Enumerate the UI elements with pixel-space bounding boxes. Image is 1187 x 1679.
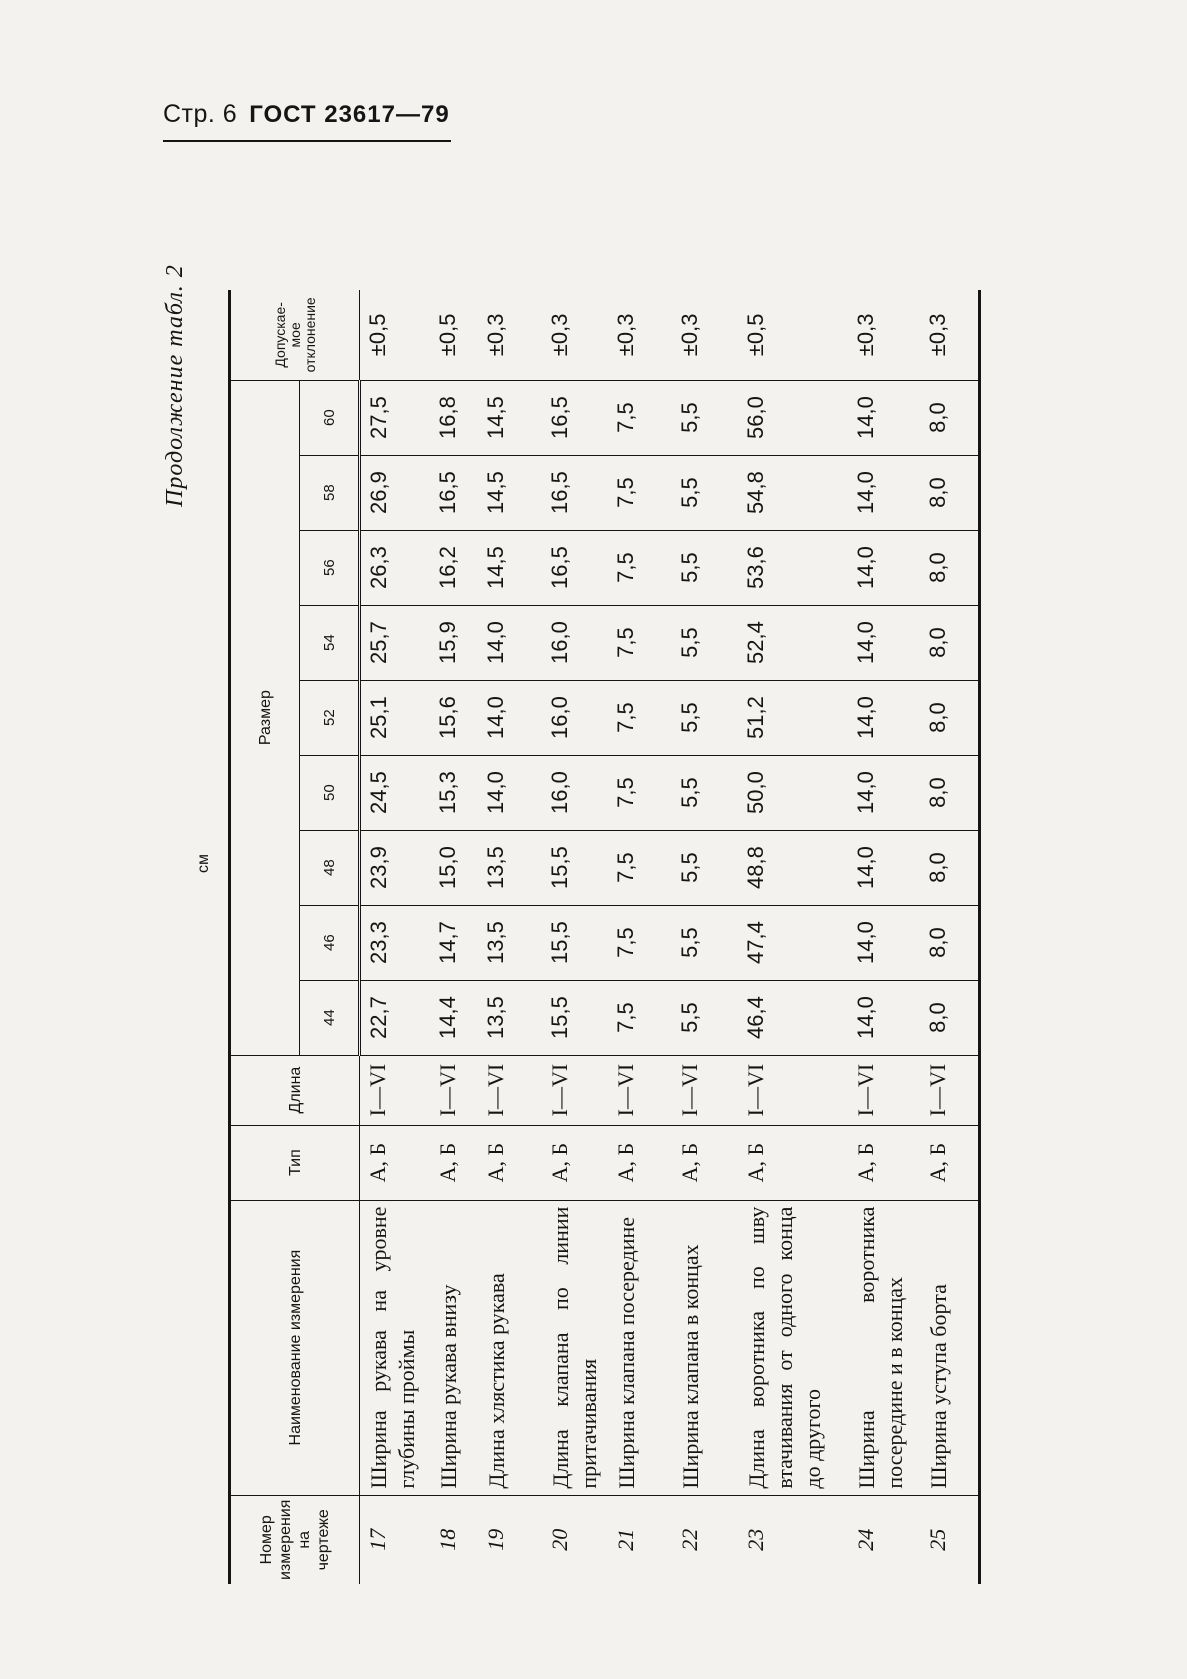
value-size-58: 14,5 — [478, 455, 542, 530]
value-size-46: 15,5 — [542, 905, 608, 980]
length-cell: I—VI — [478, 1055, 542, 1125]
header-size: Размер — [230, 380, 300, 1055]
value-size-50: 7,5 — [608, 755, 672, 830]
table-row — [738, 290, 848, 1584]
tolerance-cell: ±0,3 — [920, 290, 980, 380]
tolerance-cell: ±0,3 — [542, 290, 608, 380]
value-size-48: 23,9 — [360, 830, 430, 905]
type-cell: А, Б — [478, 1125, 542, 1200]
row-number: 24 — [852, 1528, 878, 1551]
value-size-50: 16,0 — [542, 755, 608, 830]
value-size-56: 26,3 — [360, 530, 430, 605]
table-row — [672, 290, 738, 1584]
value-size-58: 7,5 — [608, 455, 672, 530]
value-size-52: 51,2 — [738, 680, 848, 755]
header-size-54: 54 — [300, 605, 360, 680]
value-size-46: 47,4 — [738, 905, 848, 980]
value-size-44: 13,5 — [478, 980, 542, 1055]
type-cell: А, Б — [608, 1125, 672, 1200]
value-size-44: 14,4 — [430, 980, 478, 1055]
value-size-52: 5,5 — [672, 680, 738, 755]
value-size-44: 46,4 — [738, 980, 848, 1055]
value-size-44: 15,5 — [542, 980, 608, 1055]
measurement-name: Длина воротника по шву втачивания от одного конца до другого — [738, 1200, 848, 1495]
table-row — [542, 290, 608, 1584]
value-size-48: 7,5 — [608, 830, 672, 905]
value-size-52: 8,0 — [920, 680, 980, 755]
value-size-48: 5,5 — [672, 830, 738, 905]
length-cell: I—VI — [360, 1055, 430, 1125]
value-size-56: 16,5 — [542, 530, 608, 605]
value-size-50: 24,5 — [360, 755, 430, 830]
page-number: Стр. 6 — [163, 100, 238, 128]
value-size-44: 14,0 — [848, 980, 920, 1055]
value-size-58: 14,0 — [848, 455, 920, 530]
value-size-60: 16,8 — [430, 380, 478, 455]
value-size-44: 5,5 — [672, 980, 738, 1055]
page-header — [163, 100, 450, 129]
value-size-60: 8,0 — [920, 380, 980, 455]
type-cell: А, Б — [430, 1125, 478, 1200]
value-size-58: 16,5 — [542, 455, 608, 530]
measurement-name: Ширина уступа борта — [920, 1200, 980, 1495]
value-size-52: 14,0 — [478, 680, 542, 755]
value-size-60: 5,5 — [672, 380, 738, 455]
type-cell: А, Б — [920, 1125, 980, 1200]
header-size-50: 50 — [300, 755, 360, 830]
length-cell: I—VI — [608, 1055, 672, 1125]
header-size-52: 52 — [300, 680, 360, 755]
table-row — [478, 290, 542, 1584]
value-size-58: 5,5 — [672, 455, 738, 530]
row-number: 25 — [924, 1528, 950, 1551]
value-size-44: 22,7 — [360, 980, 430, 1055]
header-type: Тип — [230, 1125, 360, 1200]
value-size-48: 13,5 — [478, 830, 542, 905]
table-row — [848, 290, 920, 1584]
value-size-56: 7,5 — [608, 530, 672, 605]
measurement-name: Ширина клапана в концах — [672, 1200, 738, 1495]
row-number: 19 — [482, 1528, 508, 1551]
value-size-50: 5,5 — [672, 755, 738, 830]
length-cell: I—VI — [848, 1055, 920, 1125]
value-size-50: 8,0 — [920, 755, 980, 830]
header-size-48: 48 — [300, 830, 360, 905]
tolerance-cell: ±0,3 — [608, 290, 672, 380]
value-size-60: 27,5 — [360, 380, 430, 455]
row-number: 22 — [676, 1528, 702, 1551]
value-size-54: 8,0 — [920, 605, 980, 680]
value-size-48: 15,5 — [542, 830, 608, 905]
value-size-56: 14,0 — [848, 530, 920, 605]
value-size-46: 23,3 — [360, 905, 430, 980]
tolerance-cell: ±0,3 — [848, 290, 920, 380]
length-cell: I—VI — [920, 1055, 980, 1125]
tolerance-cell: ±0,5 — [738, 290, 848, 380]
header-length: Длина — [230, 1055, 360, 1125]
table-row — [430, 290, 478, 1584]
value-size-46: 14,0 — [848, 905, 920, 980]
header-size-46: 46 — [300, 905, 360, 980]
row-number: 18 — [434, 1528, 460, 1551]
header-size-44: 44 — [300, 980, 360, 1055]
table-row — [608, 290, 672, 1584]
header-tolerance: Допускае-мое отклонение — [230, 290, 360, 380]
measurement-name: Ширина клапана посередине — [608, 1200, 672, 1495]
value-size-56: 53,6 — [738, 530, 848, 605]
row-number: 20 — [546, 1528, 572, 1551]
value-size-54: 25,7 — [360, 605, 430, 680]
row-number: 21 — [612, 1528, 638, 1551]
tolerance-cell: ±0,5 — [430, 290, 478, 380]
unit-label: см — [195, 854, 212, 873]
value-size-56: 16,2 — [430, 530, 478, 605]
type-cell: А, Б — [738, 1125, 848, 1200]
value-size-50: 15,3 — [430, 755, 478, 830]
length-cell: I—VI — [542, 1055, 608, 1125]
value-size-60: 56,0 — [738, 380, 848, 455]
tolerance-cell: ±0,5 — [360, 290, 430, 380]
value-size-56: 14,5 — [478, 530, 542, 605]
header-size-56: 56 — [300, 530, 360, 605]
value-size-52: 7,5 — [608, 680, 672, 755]
value-size-54: 7,5 — [608, 605, 672, 680]
value-size-54: 5,5 — [672, 605, 738, 680]
value-size-52: 25,1 — [360, 680, 430, 755]
measurement-name: Ширина рукава внизу — [430, 1200, 478, 1495]
value-size-52: 15,6 — [430, 680, 478, 755]
value-size-54: 15,9 — [430, 605, 478, 680]
header-size-60: 60 — [300, 380, 360, 455]
type-cell: А, Б — [672, 1125, 738, 1200]
value-size-56: 8,0 — [920, 530, 980, 605]
value-size-60: 14,5 — [478, 380, 542, 455]
value-size-44: 7,5 — [608, 980, 672, 1055]
header-size-58: 58 — [300, 455, 360, 530]
value-size-46: 7,5 — [608, 905, 672, 980]
value-size-50: 50,0 — [738, 755, 848, 830]
value-size-60: 7,5 — [608, 380, 672, 455]
value-size-50: 14,0 — [848, 755, 920, 830]
measurement-name: Ширина рукава на уровне глубины проймы — [360, 1200, 430, 1495]
header-rule — [163, 140, 451, 142]
value-size-54: 52,4 — [738, 605, 848, 680]
length-cell: I—VI — [430, 1055, 478, 1125]
value-size-60: 14,0 — [848, 380, 920, 455]
length-cell: I—VI — [672, 1055, 738, 1125]
value-size-58: 8,0 — [920, 455, 980, 530]
table-row — [920, 290, 980, 1584]
table-row — [360, 290, 430, 1584]
value-size-54: 14,0 — [848, 605, 920, 680]
measurement-name: Длина клапана по линии притачивания — [542, 1200, 608, 1495]
measurements-table — [228, 290, 981, 1584]
standard-code: ГОСТ 23617—79 — [249, 101, 450, 128]
type-cell: А, Б — [542, 1125, 608, 1200]
tolerance-cell: ±0,3 — [672, 290, 738, 380]
table-caption: Продолжение табл. 2 — [162, 264, 188, 507]
value-size-58: 16,5 — [430, 455, 478, 530]
value-size-46: 8,0 — [920, 905, 980, 980]
measurement-name: Ширина воротника посередине и в концах — [848, 1200, 920, 1495]
value-size-52: 16,0 — [542, 680, 608, 755]
value-size-44: 8,0 — [920, 980, 980, 1055]
value-size-46: 14,7 — [430, 905, 478, 980]
value-size-48: 8,0 — [920, 830, 980, 905]
row-number: 23 — [742, 1528, 768, 1551]
value-size-50: 14,0 — [478, 755, 542, 830]
row-number: 17 — [365, 1528, 390, 1551]
value-size-58: 26,9 — [360, 455, 430, 530]
value-size-54: 16,0 — [542, 605, 608, 680]
type-cell: А, Б — [848, 1125, 920, 1200]
value-size-58: 54,8 — [738, 455, 848, 530]
value-size-48: 14,0 — [848, 830, 920, 905]
header-name: Наименование измерения — [230, 1200, 360, 1495]
value-size-46: 13,5 — [478, 905, 542, 980]
value-size-60: 16,5 — [542, 380, 608, 455]
header-number: Номер измерения на чертеже — [230, 1495, 360, 1584]
length-cell: I—VI — [738, 1055, 848, 1125]
tolerance-cell: ±0,3 — [478, 290, 542, 380]
value-size-54: 14,0 — [478, 605, 542, 680]
value-size-48: 15,0 — [430, 830, 478, 905]
value-size-48: 48,8 — [738, 830, 848, 905]
value-size-46: 5,5 — [672, 905, 738, 980]
value-size-56: 5,5 — [672, 530, 738, 605]
type-cell: А, Б — [360, 1125, 430, 1200]
measurement-name: Длина хлястика рукава — [478, 1200, 542, 1495]
rotated-table-area — [0, 180, 1187, 1600]
value-size-52: 14,0 — [848, 680, 920, 755]
